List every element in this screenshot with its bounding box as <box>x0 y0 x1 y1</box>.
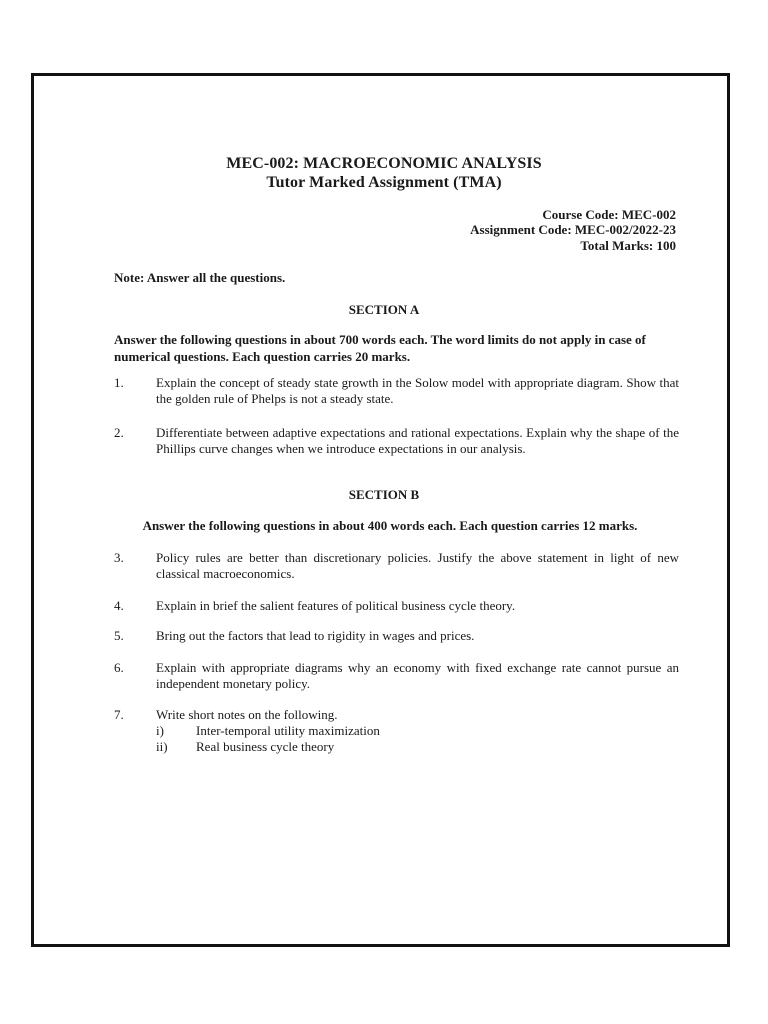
question-text: Explain in brief the salient features of political business cycle theory. <box>156 598 516 613</box>
document-title: MEC-002: MACROECONOMIC ANALYSIS <box>226 155 542 172</box>
question-2 <box>114 425 679 457</box>
subitem-text: Inter-temporal utility maximization <box>196 723 380 738</box>
question-number: 3. <box>114 550 124 565</box>
subitem-number: i) <box>156 723 164 738</box>
question-number: 7. <box>114 707 124 722</box>
question-text: Write short notes on the following. <box>156 707 338 722</box>
question-number: 5. <box>114 628 124 643</box>
question-3 <box>114 550 679 582</box>
question-text: Bring out the factors that lead to rigidity in wages and prices. <box>156 628 475 643</box>
question-1 <box>114 375 679 407</box>
question-6 <box>114 660 679 692</box>
question-5 <box>114 628 679 644</box>
subitem <box>156 739 679 755</box>
subitem-text: Real business cycle theory <box>196 739 335 754</box>
course-code: Course Code: MEC-002 <box>542 207 676 222</box>
page-border <box>31 73 730 947</box>
question-text: Differentiate between adaptive expectations and rational expectations. Explain why the shape of the Phillips curve changes when we introduce expectations in our analysis. <box>156 425 679 456</box>
section-b-instruction: Answer the following questions in about 400 words each. Each question carries 12 marks. <box>142 518 638 533</box>
total-marks: Total Marks: 100 <box>580 238 676 253</box>
question-text: Explain with appropriate diagrams why an economy with fixed exchange rate cannot pursue an independent monetary policy. <box>156 660 679 691</box>
question-text: Explain the concept of steady state growth in the Solow model with appropriate diagram. Show that the golden rule of Phelps is not a steady state. <box>156 375 679 406</box>
question-number: 4. <box>114 598 124 613</box>
question-7 <box>114 707 679 755</box>
question-text: Policy rules are better than discretionary policies. Justify the above statement in light of new classical macroeconomics. <box>156 550 679 581</box>
document-subtitle: Tutor Marked Assignment (TMA) <box>266 174 502 191</box>
section-a-heading: SECTION A <box>348 302 420 317</box>
question-number: 6. <box>114 660 124 675</box>
section-b-heading: SECTION B <box>348 487 420 502</box>
note: Note: Answer all the questions. <box>114 270 286 285</box>
section-a-instruction: Answer the following questions in about 700 words each. The word limits do not apply in case of numerical questions. Each question carries 20 marks. <box>114 332 646 364</box>
question-number: 2. <box>114 425 124 440</box>
question-4 <box>114 598 679 614</box>
subitem <box>156 723 679 739</box>
subitem-number: ii) <box>156 739 168 754</box>
question-number: 1. <box>114 375 124 390</box>
assignment-code: Assignment Code: MEC-002/2022-23 <box>470 222 676 237</box>
